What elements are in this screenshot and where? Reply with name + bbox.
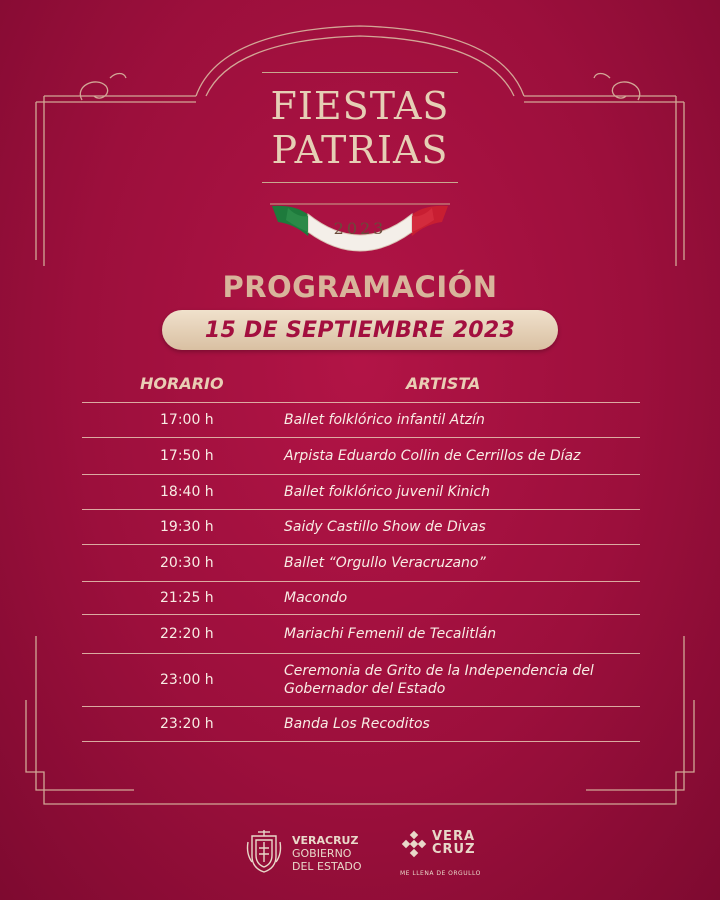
table-row [82,475,640,509]
column-header-time: HORARIO [140,374,224,393]
row-artist: Saidy Castillo Show de Divas [284,519,486,535]
row-time: 19:30 h [160,519,214,535]
row-artist: Ballet folklórico infantil Atzín [284,412,485,428]
row-artist: Banda Los Recoditos [284,716,430,732]
row-artist: Ceremonia de Grito de la Independencia del Gobernador del Estado [284,663,594,697]
table-row [82,615,640,653]
column-header-artist: ARTISTA [406,374,481,393]
row-artist: Ballet folklórico juvenil Kinich [284,484,490,500]
row-time: 23:20 h [160,716,214,732]
table-row [82,582,640,614]
gov-line1: VERACRUZ [292,834,359,847]
program-heading: PROGRAMACIÓN [222,270,498,304]
row-time: 17:50 h [160,448,214,464]
row-time: 18:40 h [160,484,214,500]
row-time: 22:20 h [160,626,214,642]
brand-tagline: ME LLENA DE ORGULLO [400,870,481,877]
row-time: 17:00 h [160,412,214,428]
table-row [82,403,640,437]
year-label: 2023 [333,219,387,238]
row-time: 21:25 h [160,590,214,606]
brand-line2: CRUZ [432,842,476,857]
title-rule-bottom [262,182,458,183]
row-artist: Mariachi Femenil de Tecalitlán [284,626,497,642]
row-divider [82,741,640,742]
date-pill [162,310,558,350]
table-row [82,545,640,581]
gov-line3: DEL ESTADO [292,860,362,873]
veracruz-logo-icon [400,830,428,858]
row-artist: Ballet “Orgullo Veracruzano” [284,555,486,571]
table-row [82,654,640,706]
brand-wordmark [432,830,476,856]
page-title-line1: FIESTAS [270,84,450,128]
schedule-table [82,402,640,742]
government-name [292,834,362,873]
row-time: 23:00 h [160,672,214,688]
coat-of-arms-icon [244,828,284,876]
table-row [82,510,640,544]
row-artist: Macondo [284,590,348,606]
footer-logos [0,826,720,882]
table-row [82,438,640,474]
gov-line2: GOBIERNO [292,847,352,860]
page-title-line2: PATRIAS [271,128,449,172]
title-rule-top [262,72,458,73]
table-row [82,707,640,741]
row-artist: Arpista Eduardo Collin de Cerrillos de Díaz [284,448,581,464]
brand-line1: VERA [432,829,476,844]
row-time: 20:30 h [160,555,214,571]
date-text: 15 DE SEPTIEMBRE 2023 [204,317,516,343]
